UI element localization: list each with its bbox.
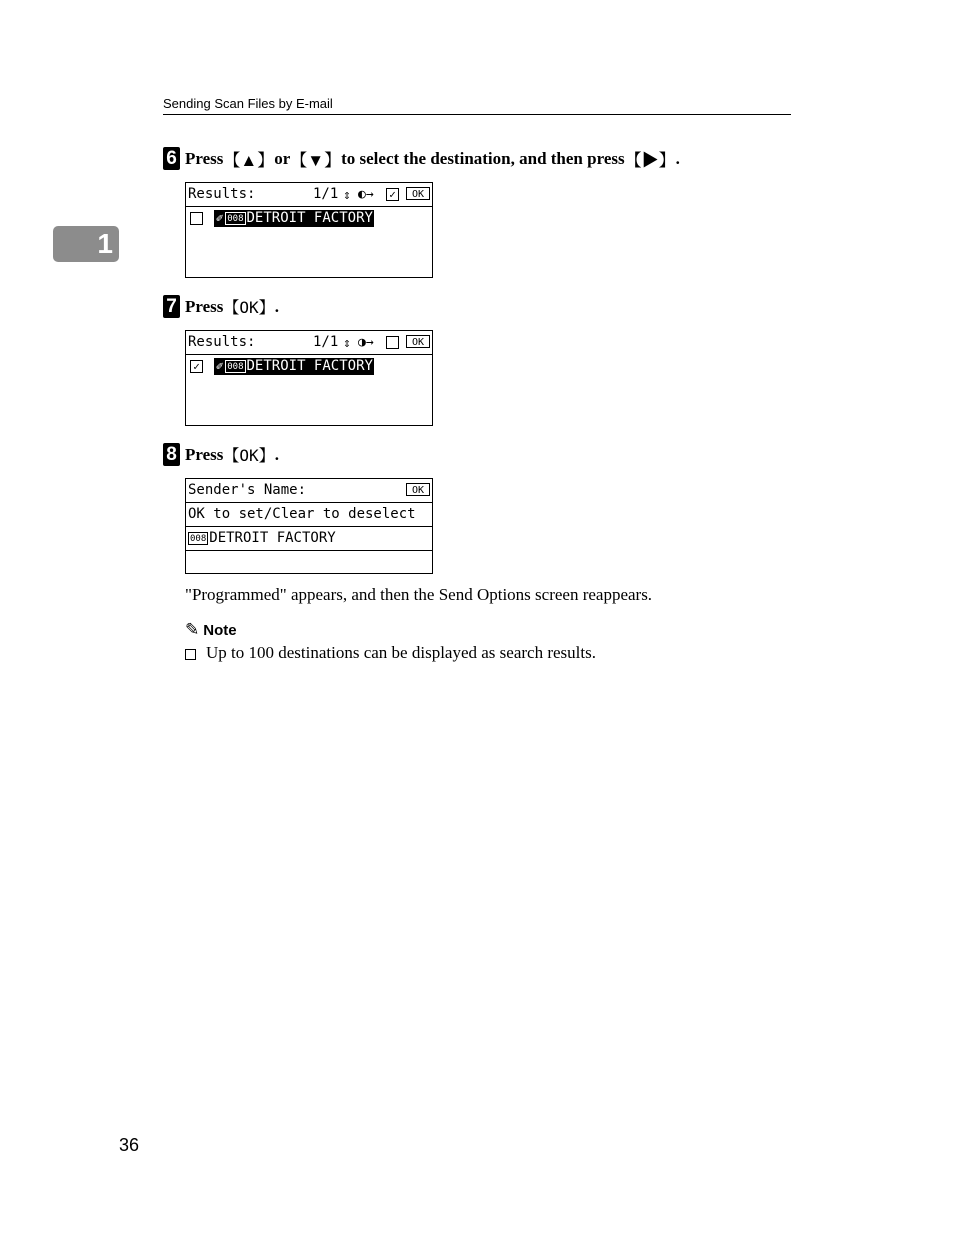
pencil-icon: ✎ <box>185 620 200 639</box>
up-down-arrows-icon: ⇕ <box>343 336 351 351</box>
checkbox-bullet-icon <box>185 649 196 660</box>
destination-id: 008 <box>227 362 244 372</box>
lcd-screen-sender-name <box>185 478 433 574</box>
sender-row[interactable] <box>186 527 432 551</box>
step-number: 6 <box>163 147 180 170</box>
lcd-message: OK to set/Clear to deselect <box>188 506 416 522</box>
lcd-screen-results-unchecked <box>185 182 433 278</box>
lcd-title: Results: <box>188 334 256 350</box>
ok-key: 【OK】 <box>223 298 275 317</box>
right-nav-icon: ◐→ <box>358 187 374 202</box>
step-text: or <box>274 148 291 168</box>
empty-box-icon <box>386 336 399 349</box>
destination-row[interactable] <box>186 207 432 230</box>
sender-id: 008 <box>190 534 207 544</box>
ok-key-icon: OK <box>406 483 430 496</box>
destination-entry[interactable] <box>214 210 374 227</box>
chapter-tab: 1 <box>53 226 119 262</box>
destination-entry[interactable] <box>214 358 374 375</box>
step-number: 8 <box>163 443 180 466</box>
step-text: . <box>675 148 680 168</box>
note-text: Up to 100 destinations can be displayed as search results. <box>206 643 596 662</box>
running-header: Sending Scan Files by E-mail <box>163 96 333 111</box>
destination-checkbox[interactable]: ✓ <box>190 360 203 373</box>
down-key: 【▼】 <box>290 151 342 170</box>
note-title: Note <box>203 621 237 639</box>
note-heading <box>185 620 237 640</box>
lcd-title: Results: <box>188 186 256 202</box>
step-text: Press <box>185 296 224 316</box>
lcd-header-row <box>186 183 432 207</box>
step-number: 7 <box>163 295 180 318</box>
destination-row[interactable] <box>186 355 432 378</box>
destination-id: 008 <box>227 214 244 224</box>
ok-key: 【OK】 <box>223 446 275 465</box>
right-key: 【▶】 <box>624 151 676 170</box>
page-indicator: 1/1 <box>313 334 339 350</box>
step-text: . <box>274 296 279 316</box>
page-indicator: 1/1 <box>313 186 339 202</box>
page-number: 36 <box>119 1135 140 1155</box>
lcd-header-row <box>186 331 432 355</box>
step-text: Press <box>185 444 224 464</box>
up-key: 【▲】 <box>223 151 275 170</box>
result-paragraph: "Programmed" appears, and then the Send Options screen reappears. <box>185 585 653 604</box>
ok-key-icon: OK <box>406 187 430 200</box>
up-down-arrows-icon: ⇕ <box>343 188 351 203</box>
check-icon: ✓ <box>386 188 399 201</box>
email-destination-icon: ✐ <box>216 211 224 225</box>
step-text: to select the destination, and then press <box>341 148 625 168</box>
step-7 <box>163 295 279 318</box>
lcd-message-row <box>186 503 432 527</box>
step-text: Press <box>185 148 224 168</box>
step-6 <box>163 146 680 171</box>
step-8 <box>163 443 279 466</box>
sender-name: DETROIT FACTORY <box>209 530 336 546</box>
destination-checkbox[interactable] <box>190 212 203 225</box>
destination-name: DETROIT FACTORY <box>246 210 373 226</box>
email-destination-icon: ✐ <box>216 359 224 373</box>
destination-name: DETROIT FACTORY <box>246 358 373 374</box>
header-rule <box>163 114 791 115</box>
lcd-title: Sender's Name: <box>188 482 307 498</box>
step-text: . <box>274 444 279 464</box>
lcd-screen-results-checked <box>185 330 433 426</box>
lcd-header-row <box>186 479 432 503</box>
note-item <box>185 643 596 663</box>
ok-key-icon: OK <box>406 335 430 348</box>
left-nav-icon: ◑→ <box>358 335 374 350</box>
